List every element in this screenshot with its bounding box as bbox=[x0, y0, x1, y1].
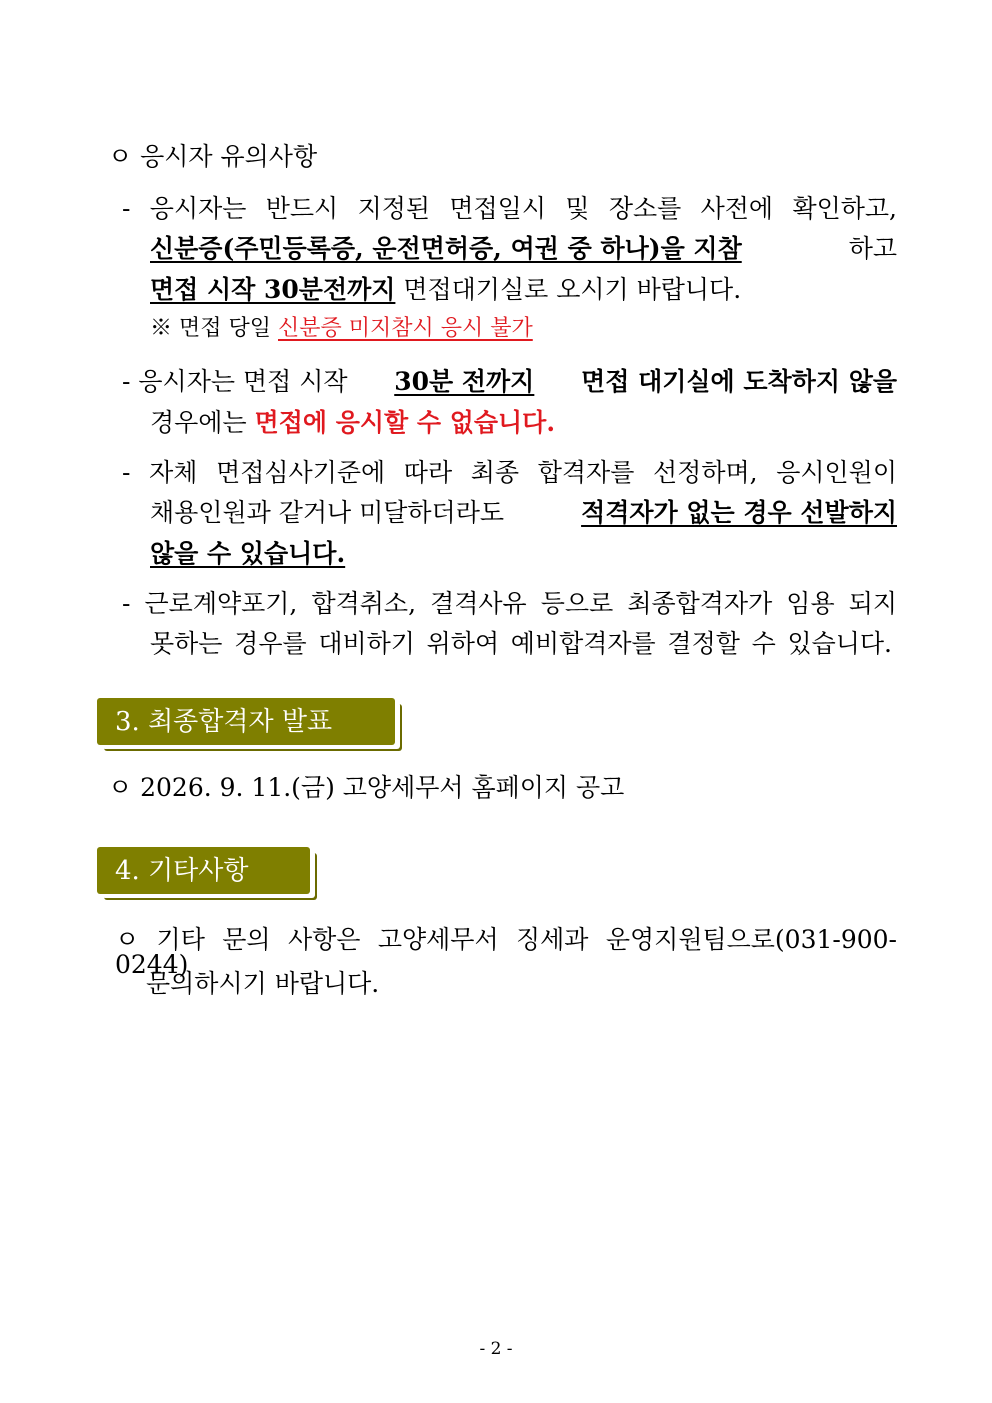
notice-item-2-prefix: - 응시자는 면접 시작 bbox=[122, 367, 348, 396]
notice-item-1-line-2 bbox=[150, 236, 897, 261]
notice-item-2-line-1 bbox=[122, 369, 897, 394]
thirty-minutes-text: 30분 전까지 bbox=[394, 367, 535, 396]
notice-item-1-line-3 bbox=[150, 277, 741, 302]
inquiry-line-2: 문의하시기 바랍니다. bbox=[146, 969, 380, 998]
notice-item-1-line-2-tail: 하고 bbox=[848, 234, 897, 263]
page-number: - 2 - bbox=[479, 1339, 513, 1359]
no-id-warning: 신분증 미지참시 응시 불가 bbox=[278, 316, 533, 341]
section-4-title: 4. 기타사항 bbox=[115, 855, 249, 886]
notice-item-4-line-2: 못하는 경우를 대비하기 위하여 예비합격자를 결정할 수 있습니다. bbox=[150, 629, 892, 658]
inquiry-line-1: ㅇ 기타 문의 사항은 고양세무서 징세과 운영지원팀으로(031-900-0244) bbox=[115, 925, 897, 979]
notice-heading: ㅇ 응시자 유의사항 bbox=[108, 142, 318, 171]
no-qualified-text: 적격자가 없는 경우 선발하지 bbox=[581, 498, 897, 527]
announcement-date-line: ㅇ 2026. 9. 11.(금) 고양세무서 홈페이지 공고 bbox=[108, 773, 625, 802]
section-3-header bbox=[97, 698, 395, 745]
notice-item-3-line-2-prefix: 채용인원과 같거나 미달하더라도 bbox=[150, 498, 504, 527]
notice-item-1-line-1: - 응시자는 반드시 지정된 면접일시 및 장소를 사전에 확인하고, bbox=[122, 194, 897, 223]
cannot-attend-warning: 면접에 응시할 수 없습니다. bbox=[254, 408, 556, 437]
section-4-header bbox=[97, 847, 310, 894]
notice-item-2-line-2 bbox=[150, 410, 555, 435]
note-prefix: ※ 면접 당일 bbox=[150, 316, 278, 341]
notice-item-2-line-2-prefix: 경우에는 bbox=[150, 408, 255, 437]
notice-item-1-note bbox=[150, 318, 533, 340]
may-not-select-text: 않을 수 있습니다. bbox=[150, 539, 346, 568]
notice-item-3-line-3 bbox=[150, 541, 345, 566]
notice-item-3-line-1: - 자체 면접심사기준에 따라 최종 합격자를 선정하며, 응시인원이 bbox=[122, 458, 897, 487]
id-card-required-text: 신분증(주민등록증, 운전면허증, 여권 중 하나)을 지참 bbox=[150, 234, 742, 263]
notice-item-3-line-2 bbox=[150, 500, 897, 525]
arrival-deadline-text: 면접 시작 30분전까지 bbox=[150, 275, 396, 304]
section-3-title: 3. 최종합격자 발표 bbox=[115, 706, 333, 737]
notice-item-2-bold: 면접 대기실에 도착하지 않을 bbox=[581, 367, 897, 396]
notice-item-1-line-3-tail: 면접대기실로 오시기 바랍니다. bbox=[395, 275, 742, 304]
notice-item-4-line-1: - 근로계약포기, 합격취소, 결격사유 등으로 최종합격자가 임용 되지 bbox=[122, 589, 897, 618]
